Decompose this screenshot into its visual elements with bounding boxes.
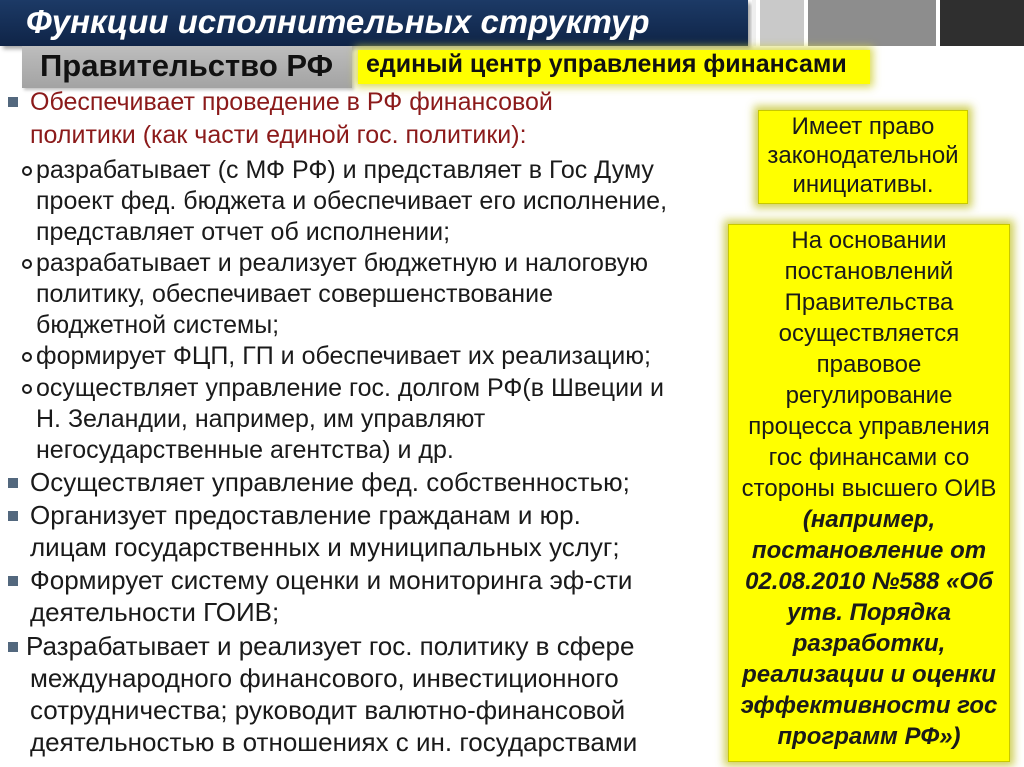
header-decoration-block: [760, 0, 804, 46]
point-line: представляет отчет об исполнении;: [36, 218, 451, 246]
header-decoration-line: [752, 0, 756, 46]
legislative-initiative-box: [758, 110, 968, 204]
box-italic-line: разработки,: [792, 630, 946, 657]
point-line: лицам государственных и муниципальных услуг;: [30, 532, 620, 562]
point-line: разрабатывает и реализует бюджетную и налоговую: [36, 249, 648, 277]
point-line: Формирует систему оценки и мониторинга эф-сти: [30, 565, 633, 595]
box-line: регулирование: [785, 382, 953, 409]
box-line: Правительства: [784, 289, 954, 316]
circle-bullet-icon: [22, 384, 32, 394]
box-italic-line: реализации и оценки: [742, 661, 996, 688]
point-line: негосударственные агентства) и др.: [36, 436, 454, 464]
box-italic-line: утв. Порядка: [787, 599, 951, 626]
box-line: правовое: [816, 351, 922, 378]
point-line: Осуществляет управление фед. собственностью;: [30, 467, 630, 497]
point-line: международного финансового, инвестиционного: [30, 663, 619, 693]
point-line: Организует предоставление гражданам и юр.: [30, 500, 581, 530]
box-italic-line: эффективности гос: [740, 692, 998, 719]
box-line: стороны высшего ОИВ: [741, 475, 997, 502]
point-line: политику, обеспечивает совершенствование: [36, 280, 553, 308]
point-line: разрабатывает (с МФ РФ) и представляет в Гос Думу: [36, 156, 654, 184]
box-line: законодательной: [767, 142, 959, 169]
box-italic-line: программ РФ»): [777, 723, 961, 750]
box-line: инициативы.: [792, 171, 934, 198]
finance-center-label-text: единый центр управления финансами: [366, 50, 847, 78]
header-decoration-block: [808, 0, 936, 46]
box-italic-line: (например,: [802, 506, 936, 533]
circle-bullet-icon: [22, 352, 32, 362]
point-line-text: политики (как части единой гос. политики):: [30, 121, 527, 149]
box-line: осуществляется: [778, 320, 960, 347]
point-line: Разрабатывает и реализует гос. политику в сфере: [26, 631, 635, 661]
box-italic-line: 02.08.2010 №588 «Об: [745, 568, 993, 595]
legal-regulation-box: [728, 224, 1010, 762]
box-line: постановлений: [784, 258, 954, 285]
point-line: проект фед. бюджета и обеспечивает его исполнение,: [36, 187, 668, 215]
square-bullet-icon: [8, 511, 18, 521]
point-line: формирует ФЦП, ГП и обеспечивает их реализацию;: [36, 342, 651, 370]
box-line: процесса управления: [748, 413, 990, 440]
circle-bullet-icon: [22, 259, 32, 269]
point-line: [30, 121, 527, 150]
header-decoration-block: [940, 0, 1024, 46]
square-bullet-icon: [8, 642, 18, 652]
circle-bullet-icon: [22, 166, 32, 176]
point-line: Н. Зеландии, например, им управляют: [36, 405, 486, 433]
box-line: Имеет право: [791, 113, 935, 140]
slide-title: Функции исполнительных структур: [26, 3, 650, 40]
point-line: деятельностью в отношениях с ин. государствами: [30, 727, 638, 757]
box-italic-line: постановление от: [751, 537, 987, 564]
point-line: бюджетной системы;: [36, 311, 280, 339]
box-line: На основании: [791, 227, 947, 254]
point-line: деятельности ГОИВ;: [30, 597, 280, 627]
box-line: гос финансами со: [768, 444, 970, 471]
finance-center-label: [358, 50, 870, 84]
government-label-text: Правительство РФ: [40, 48, 334, 83]
government-label: [22, 46, 352, 88]
point-line: осуществляет управление гос. долгом РФ(в Швеции и: [36, 374, 664, 402]
point-line: сотрудничества; руководит валютно-финансовой: [30, 695, 626, 725]
title-bar: [0, 0, 748, 46]
square-bullet-icon: [8, 97, 18, 107]
square-bullet-icon: [8, 478, 18, 488]
square-bullet-icon: [8, 576, 18, 586]
point-line: Обеспечивает проведение в РФ финансовой: [30, 88, 553, 116]
